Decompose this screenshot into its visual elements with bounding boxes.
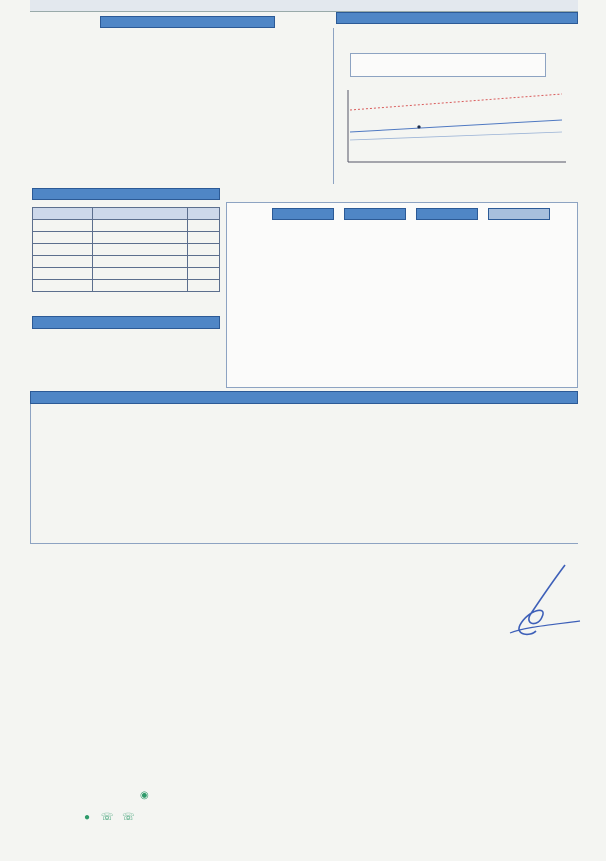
age-row	[30, 43, 134, 53]
bio-col-marker	[33, 208, 93, 220]
ga-row	[30, 99, 222, 109]
table-row	[33, 232, 220, 244]
sonographer-row	[336, 30, 420, 40]
biochemistry-header	[32, 188, 220, 200]
table-row	[33, 268, 220, 280]
risk-chart	[226, 220, 578, 380]
edd-row	[30, 53, 134, 63]
mom-cell	[188, 280, 220, 292]
result-cell	[92, 220, 187, 232]
bio-col-result	[92, 208, 187, 220]
table-row	[33, 280, 220, 292]
mom-cell	[188, 268, 220, 280]
signature	[470, 555, 600, 665]
result-cell	[92, 268, 187, 280]
mom-cell	[188, 244, 220, 256]
marker-cell	[33, 256, 93, 268]
interp-trisomy	[32, 360, 126, 369]
screening-row	[30, 158, 134, 168]
result-cell	[92, 280, 187, 292]
biochemistry-table	[32, 207, 220, 292]
interp-slos	[32, 374, 126, 383]
top-strip	[30, 0, 578, 12]
nt-median-curve	[350, 120, 562, 132]
web-icon: ●	[84, 812, 91, 823]
para-row	[30, 169, 134, 179]
bio-col-mom	[188, 208, 220, 220]
phone-icon: ☏	[100, 812, 114, 823]
crl-row	[356, 55, 372, 65]
address	[140, 790, 149, 801]
remarks-header	[30, 391, 578, 404]
weight-row	[30, 144, 222, 154]
us-date-row	[336, 41, 420, 51]
marker-cell	[33, 280, 93, 292]
result-cell	[92, 244, 187, 256]
landline-icon: ☏	[122, 812, 135, 823]
mom-cell	[188, 220, 220, 232]
ultrasound-header	[336, 12, 578, 24]
clinical-info-header	[100, 16, 275, 28]
code-row	[30, 110, 222, 120]
result-cell	[92, 232, 187, 244]
gestation-row	[30, 67, 134, 77]
col-hdr-ds	[272, 208, 334, 220]
history-row	[30, 78, 134, 88]
contact-row	[84, 812, 135, 823]
col-hdr-t18	[416, 208, 478, 220]
nt-row	[356, 65, 424, 75]
marker-cell	[33, 268, 93, 280]
date-row	[30, 121, 222, 131]
trimester-row	[30, 89, 222, 99]
received-row	[30, 132, 134, 142]
nt-patient-point	[417, 125, 420, 128]
result-cell	[92, 256, 187, 268]
interp-ntd	[32, 346, 126, 355]
estimation-row	[30, 33, 134, 43]
nt-chart	[326, 82, 578, 184]
bio-header-row	[33, 208, 220, 220]
nt-upper-curve	[350, 94, 562, 110]
mom-cell	[188, 232, 220, 244]
table-row	[33, 256, 220, 268]
nt-lower-curve	[350, 132, 562, 140]
marker-cell	[33, 244, 93, 256]
col-hdr-slos	[488, 208, 550, 220]
marker-cell	[33, 232, 93, 244]
table-row	[33, 220, 220, 232]
interp-down	[32, 332, 126, 341]
interpretation-header	[32, 316, 220, 329]
col-hdr-ntd	[344, 208, 406, 220]
location-icon: ◉	[140, 790, 149, 801]
table-row	[33, 244, 220, 256]
mom-cell	[188, 256, 220, 268]
marker-cell	[33, 220, 93, 232]
remarks-box	[30, 404, 578, 544]
